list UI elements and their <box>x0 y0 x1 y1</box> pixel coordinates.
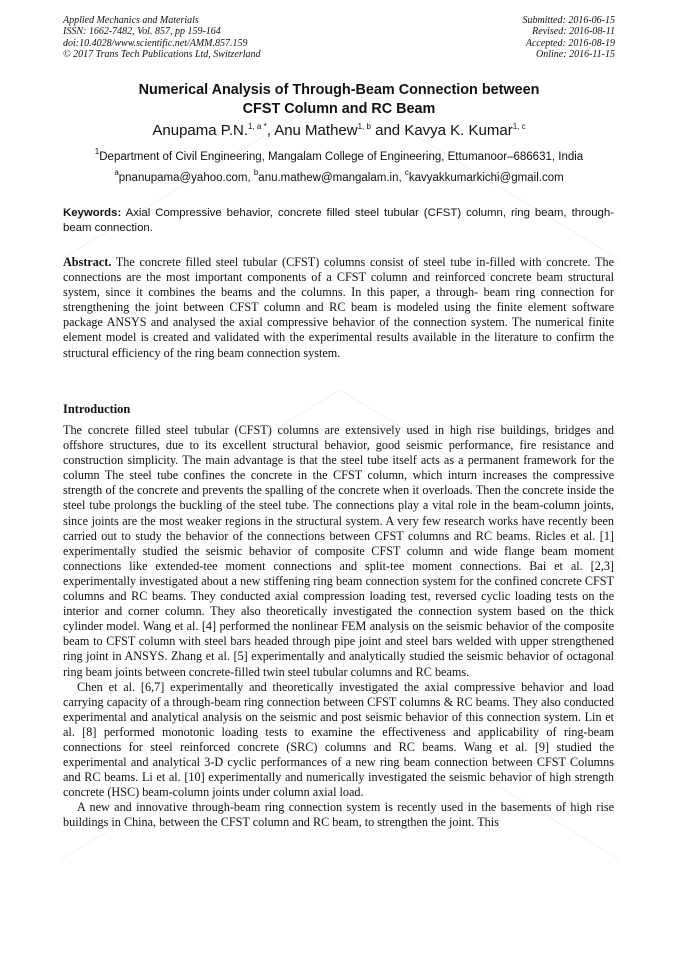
abstract-text: The concrete filled steel tubular (CFST) columns consist of steel tube in-filled with concrete. The connections are the most important components of a CFST column and reinforced concrete beam structural system, since it combines the beams and the columns. In this paper, a through- beam ring connection for strengthening the joint between CFST column and RC beam is modeled using the finite element software package ANSYS and analysed the axial compressive behavior of the connection system. The numerical finite element model is created and validated with the experimental results available in the literature to confirm the structural efficiency of the ring beam connection system. <box>63 255 614 360</box>
paper-title <box>0 81 678 119</box>
issn-line: ISSN: 1662-7482, Vol. 857, pp 159-164 <box>63 26 221 38</box>
author-2-mark: 1, b <box>357 122 371 131</box>
author-separator: and <box>370 122 405 139</box>
journal-info <box>63 15 261 60</box>
email-mark-c: c <box>404 168 409 177</box>
dates-info <box>523 15 616 60</box>
introduction-body <box>63 423 614 831</box>
email-a: pnanupama@yahoo.com, <box>118 172 254 184</box>
keywords-text: Axial Compressive behavior, concrete filled steel tubular (CFST) column, ring beam, through-beam connection. <box>63 207 614 234</box>
email-mark-a: a <box>114 168 119 177</box>
journal-name: Applied Mechanics and Materials <box>63 15 199 26</box>
doi-line: doi:10.4028/www.scientific.net/AMM.857.159 <box>63 37 248 49</box>
title-line-1: Numerical Analysis of Through-Beam Connection between <box>138 82 540 98</box>
keywords-label: Keywords: <box>63 207 122 219</box>
author-separator: , <box>266 122 275 139</box>
paragraph: A new and innovative through-beam ring connection system is recently used in the basements of high rise buildings in China, between the CFST column and RC beam, to strengthen the joint. This <box>63 800 614 830</box>
copyright-line: © 2017 Trans Tech Publications Ltd, Switzerland <box>63 48 261 60</box>
abstract <box>63 255 614 361</box>
accepted-date: Accepted: 2016-08-19 <box>525 37 615 49</box>
paragraph: Chen et al. [6,7] experimentally and theoretically investigated the axial compressive behavior and load carrying capacity of a through-beam ring connection between CFST columns & RC beams. They also conducted experimental and analytical analysis on the seismic and post seismic behavior of this connection system. Lin et al. [8] performed monotonic loading tests to examine the effectiveness and applicability of ring-beam connections for steel reinforced concrete (SRC) columns and RC beams. Wang et al. [9] studied the experimental and analytical 3-D cyclic performances of a new ring beam connection between CFST Columns and RC beams. Li et al. [10] experimentally and numerically investigated the seismic behavior of high strength concrete (HSC) beam-column joints under column axial load. <box>63 679 614 800</box>
email-c: kavyakkumarkichi@gmail.com <box>408 172 564 184</box>
author-1-mark: 1, a * <box>248 122 267 131</box>
abstract-label: Abstract. <box>63 255 112 269</box>
author-2: Anu Mathew <box>274 122 358 139</box>
title-line-2: CFST Column and RC Beam <box>242 101 436 117</box>
email-mark-b: b <box>253 168 259 177</box>
affiliation <box>0 147 678 164</box>
submitted-date: Submitted: 2016-06-15 <box>522 15 615 26</box>
email-list <box>0 168 678 185</box>
affiliation-mark: 1 <box>94 147 100 156</box>
paragraph: The concrete filled steel tubular (CFST) columns are extensively used in high rise buildings, bridges and offshore structures, due to its excellent structural behavior, good seismic performance, fire resistance and construction simplicity. The main advantage is that the steel tube itself acts as a permanent framework for the column The steel tube confines the concrete in the CFST column, which inturn increases the compressive strength of the concrete and prevents the spalling of the concrete when it overloads. Then the concrete inside the steel tube prolongs the buckling of the steel tube. The connections play a vital role in the beam-column joints, since joints are the most weaker regions in the structural system. A very few research works have recently been carried out to study the behavior of the connections between CFST columns and RC beams. Ricles et al. [1] experimentally studied the seismic behavior of composite CFST column and wide flange beam moment connections like extended-tee moment connections and split-tee moment connections. Bai et al. [2,3] experimentally investigated about a new stiffening ring beam connection system for the confined concrete CFST columns and RC beams. They conducted axial compression loading test, reversed cyclic loading tests on the interior and corner column. They also theoretically investigated the connection system based on the thick cylinder model. Wang et al. [4] performed the nonlinear FEM analysis on the seismic behavior of the composite beam to CFST column with steel bars headed through pipe joint and steel bars welded with upper strengthened ring joint in ANSYS. Zhang et al. [5] experimentally and analytically studied the seismic behavior of octagonal ring beam joints between concrete-filled twin steel tubular columns and RC beams. <box>63 423 614 679</box>
keywords <box>63 206 614 236</box>
email-b: anu.mathew@mangalam.in, <box>258 172 405 184</box>
revised-date: Revised: 2016-08-11 <box>532 26 615 38</box>
author-1: Anupama P.N. <box>152 122 248 139</box>
online-date: Online: 2016-11-15 <box>536 48 615 60</box>
author-3: Kavya K. Kumar <box>404 122 513 139</box>
author-3-mark: 1, c <box>512 122 526 131</box>
author-list <box>0 121 678 141</box>
introduction-heading: Introduction <box>63 402 131 416</box>
affiliation-text: Department of Civil Engineering, Mangalam College of Engineering, Ettumanoor–686631, India <box>99 151 584 163</box>
